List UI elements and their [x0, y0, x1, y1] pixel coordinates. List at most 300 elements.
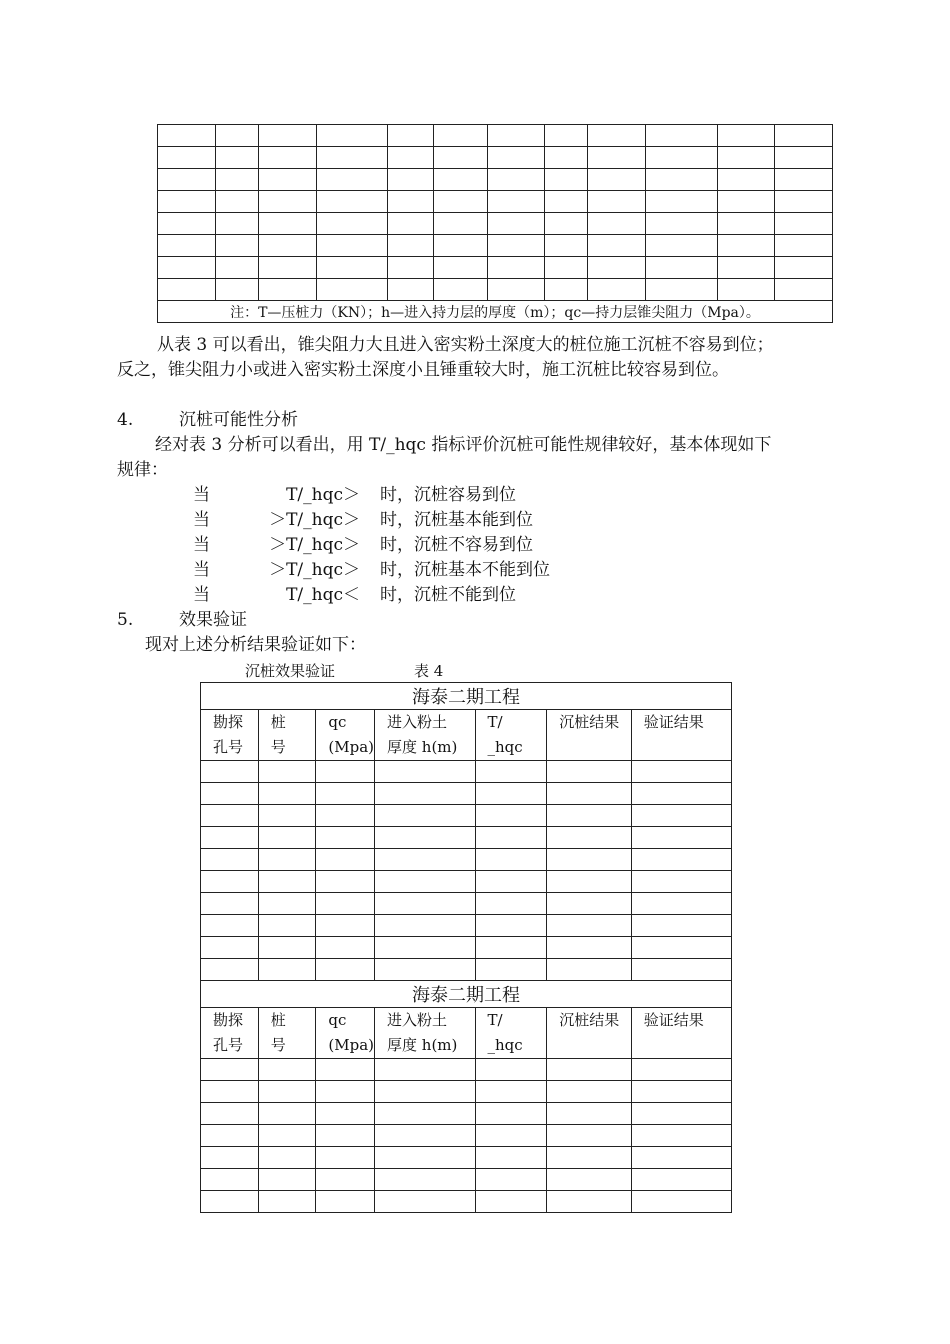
table-cell	[631, 1169, 731, 1191]
table-cell	[475, 1081, 547, 1103]
rule-when: 当	[193, 535, 210, 555]
column-header	[375, 710, 475, 761]
table-cell	[774, 147, 832, 169]
table-row	[201, 893, 732, 915]
table-cell	[588, 125, 646, 147]
table-cell	[201, 1103, 259, 1125]
project-title: 海泰二期工程	[201, 981, 732, 1008]
table-cell	[258, 1081, 316, 1103]
table-cell	[375, 849, 475, 871]
table-cell	[488, 279, 545, 301]
table-cell	[631, 959, 731, 981]
header-line: 沉桩结果	[559, 1011, 620, 1029]
paragraph-line: 现对上述分析结果验证如下：	[145, 635, 366, 655]
table-cell	[375, 937, 475, 959]
table-cell	[387, 147, 433, 169]
table-cell	[547, 937, 631, 959]
table-cell	[631, 893, 731, 915]
table-cell	[433, 235, 488, 257]
table-row	[158, 191, 833, 213]
table-cell	[588, 191, 646, 213]
column-header	[631, 710, 731, 761]
table-cell	[588, 213, 646, 235]
table-cell	[258, 257, 316, 279]
table-cell	[375, 1103, 475, 1125]
table-cell	[258, 937, 316, 959]
header-line: 勘探	[213, 1011, 244, 1029]
column-header	[201, 1008, 259, 1059]
header-line: 沉桩结果	[559, 713, 620, 731]
rule-result: 时，沉桩容易到位	[380, 485, 516, 505]
header-line: 孔号	[213, 1036, 244, 1054]
table-cell	[631, 827, 731, 849]
table-cell	[158, 191, 216, 213]
table-row	[201, 937, 732, 959]
column-header	[316, 710, 375, 761]
table-cell	[316, 761, 375, 783]
table-cell	[433, 257, 488, 279]
table-cell	[718, 125, 775, 147]
table-cell	[774, 279, 832, 301]
table-cell	[646, 169, 718, 191]
table-cell	[547, 893, 631, 915]
table-cell	[475, 1191, 547, 1213]
header-line: qc	[328, 1011, 347, 1029]
table-cell	[258, 147, 316, 169]
table-row	[158, 169, 833, 191]
table-row	[201, 1191, 732, 1213]
column-header	[547, 710, 631, 761]
table-cell	[646, 213, 718, 235]
table-cell	[158, 169, 216, 191]
table-cell	[375, 827, 475, 849]
column-header	[316, 1008, 375, 1059]
table-cell	[258, 191, 316, 213]
table-cell	[545, 169, 588, 191]
table-cell	[201, 893, 259, 915]
column-header	[631, 1008, 731, 1059]
table-cell	[316, 235, 387, 257]
table-cell	[718, 147, 775, 169]
table-cell	[475, 1125, 547, 1147]
table-cell	[475, 915, 547, 937]
table-cell	[488, 257, 545, 279]
table-cell	[433, 147, 488, 169]
table-cell	[631, 783, 731, 805]
table-cell	[631, 1191, 731, 1213]
table-cell	[488, 235, 545, 257]
column-header	[547, 1008, 631, 1059]
table-cell	[433, 279, 488, 301]
header-line: T/	[487, 1011, 503, 1029]
column-header	[475, 710, 547, 761]
table-cell	[718, 191, 775, 213]
header-line: 厚度 h(m)	[387, 738, 458, 756]
table-row	[201, 761, 732, 783]
table-cell	[488, 213, 545, 235]
table-cell	[646, 147, 718, 169]
table-cell	[774, 213, 832, 235]
table-cell	[258, 1125, 316, 1147]
table-cell	[215, 213, 258, 235]
table-cell	[545, 279, 588, 301]
rule-result: 时，沉桩不容易到位	[380, 535, 533, 555]
table-cell	[258, 849, 316, 871]
table-number: 表 4	[414, 662, 444, 680]
table-cell	[646, 235, 718, 257]
header-line: 勘探	[213, 713, 244, 731]
table-cell	[316, 169, 387, 191]
table-cell	[258, 827, 316, 849]
table-cell	[158, 279, 216, 301]
table-cell	[433, 169, 488, 191]
table-row	[201, 871, 732, 893]
table-4	[200, 682, 732, 1213]
table-cell	[488, 147, 545, 169]
table-cell	[316, 959, 375, 981]
table-cell	[375, 1191, 475, 1213]
table-cell	[258, 761, 316, 783]
header-line: (Mpa)	[328, 738, 375, 756]
header-line: _hqc	[487, 738, 523, 756]
table-cell	[588, 169, 646, 191]
rule-condition: ＞T/_hqc＞	[269, 535, 360, 555]
rule-condition: ＞T/_hqc＞	[269, 510, 360, 530]
header-line: qc	[328, 713, 347, 731]
table-cell	[547, 761, 631, 783]
table-cell	[433, 213, 488, 235]
table-cell	[375, 871, 475, 893]
table-row	[158, 147, 833, 169]
table-cell	[631, 915, 731, 937]
table-cell	[258, 213, 316, 235]
header-line: 孔号	[213, 738, 244, 756]
paragraph-line: 规律：	[117, 460, 168, 480]
table-cell	[201, 761, 259, 783]
table-cell	[547, 1147, 631, 1169]
table-note: 注：T—压桩力（KN）；h—进入持力层的厚度（m）；qc—持力层锥尖阻力（Mpa）。	[158, 301, 833, 323]
table-cell	[545, 257, 588, 279]
table-row	[158, 213, 833, 235]
rule-when: 当	[193, 560, 210, 580]
header-line: 号	[270, 738, 286, 756]
table-cell	[258, 1169, 316, 1191]
table-cell	[375, 1169, 475, 1191]
table-cell	[475, 849, 547, 871]
table-note-row	[158, 301, 833, 323]
table-cell	[488, 125, 545, 147]
table-cell	[316, 191, 387, 213]
rule-when: 当	[193, 510, 210, 530]
table-row	[201, 1147, 732, 1169]
table-cell	[631, 1081, 731, 1103]
table-cell	[475, 871, 547, 893]
table-row	[201, 805, 732, 827]
table-cell	[375, 1081, 475, 1103]
table-cell	[258, 279, 316, 301]
table-cell	[547, 915, 631, 937]
table-cell	[201, 1147, 259, 1169]
section-5-title: 效果验证	[179, 610, 247, 630]
header-line: 验证结果	[643, 713, 704, 731]
table-cell	[547, 827, 631, 849]
table-cell	[774, 191, 832, 213]
header-line: 号	[270, 1036, 286, 1054]
table-row	[201, 915, 732, 937]
table-cell	[488, 169, 545, 191]
table-cell	[316, 937, 375, 959]
paragraph-line: 经对表 3 分析可以看出，用 T/_hqc 指标评价沉桩可能性规律较好，基本体现如下	[155, 435, 772, 455]
table-cell	[774, 169, 832, 191]
table-caption: 沉桩效果验证	[245, 662, 336, 680]
table-cell	[646, 257, 718, 279]
table-3	[157, 124, 833, 323]
table-cell	[316, 1103, 375, 1125]
table-cell	[215, 279, 258, 301]
table-cell	[375, 959, 475, 981]
table-cell	[774, 257, 832, 279]
table-cell	[215, 235, 258, 257]
table-cell	[547, 1169, 631, 1191]
table-cell	[258, 169, 316, 191]
table-cell	[158, 235, 216, 257]
table-cell	[475, 893, 547, 915]
table-title-row	[201, 981, 732, 1008]
table-cell	[258, 805, 316, 827]
table-cell	[631, 871, 731, 893]
table-cell	[433, 125, 488, 147]
table-cell	[158, 257, 216, 279]
table-cell	[375, 783, 475, 805]
table-cell	[631, 761, 731, 783]
table-cell	[547, 783, 631, 805]
rule-when: 当	[193, 485, 210, 505]
table-header-row	[201, 710, 732, 761]
table-cell	[201, 1081, 259, 1103]
header-line: 进入粉土	[387, 1011, 448, 1029]
table-cell	[545, 235, 588, 257]
table-cell	[475, 959, 547, 981]
header-line: _hqc	[487, 1036, 523, 1054]
table-cell	[201, 849, 259, 871]
table-cell	[201, 827, 259, 849]
table-cell	[215, 147, 258, 169]
header-line: 桩	[270, 1011, 286, 1029]
column-header	[201, 710, 259, 761]
table-header-row	[201, 1008, 732, 1059]
table-cell	[316, 1169, 375, 1191]
table-cell	[201, 915, 259, 937]
table-cell	[475, 1169, 547, 1191]
table-cell	[201, 1059, 259, 1081]
table-cell	[316, 279, 387, 301]
table-cell	[475, 783, 547, 805]
table-cell	[201, 1125, 259, 1147]
table-cell	[215, 125, 258, 147]
table-cell	[774, 125, 832, 147]
table-cell	[545, 191, 588, 213]
table-cell	[387, 257, 433, 279]
table-cell	[588, 257, 646, 279]
table-cell	[631, 937, 731, 959]
table-cell	[475, 1059, 547, 1081]
table-row	[201, 1103, 732, 1125]
table-cell	[545, 125, 588, 147]
table-cell	[475, 1147, 547, 1169]
table-cell	[387, 235, 433, 257]
table-cell	[316, 1191, 375, 1213]
table-row	[201, 959, 732, 981]
section-5-number: 5.	[117, 610, 134, 630]
table-cell	[258, 783, 316, 805]
table-cell	[258, 1059, 316, 1081]
table-cell	[387, 279, 433, 301]
rule-condition: T/_hqc＞	[286, 485, 360, 505]
rule-result: 时，沉桩基本不能到位	[380, 560, 550, 580]
table-cell	[375, 1147, 475, 1169]
table-cell	[631, 1147, 731, 1169]
table-cell	[375, 805, 475, 827]
table-cell	[201, 959, 259, 981]
table-cell	[646, 191, 718, 213]
rule-condition: T/_hqc＜	[286, 585, 360, 605]
table-cell	[258, 1103, 316, 1125]
table-title-row	[201, 683, 732, 710]
table-row	[201, 849, 732, 871]
header-line: T/	[487, 713, 503, 731]
column-header	[475, 1008, 547, 1059]
table-row	[201, 1169, 732, 1191]
table-cell	[631, 849, 731, 871]
table-row	[158, 235, 833, 257]
table-cell	[258, 893, 316, 915]
table-cell	[475, 761, 547, 783]
table-cell	[258, 959, 316, 981]
project-title: 海泰二期工程	[201, 683, 732, 710]
table-cell	[215, 257, 258, 279]
table-cell	[433, 191, 488, 213]
table-cell	[215, 169, 258, 191]
table-cell	[158, 147, 216, 169]
table-cell	[375, 761, 475, 783]
table-cell	[718, 235, 775, 257]
table-cell	[631, 1103, 731, 1125]
table-cell	[718, 169, 775, 191]
table-cell	[547, 805, 631, 827]
table-row	[201, 1081, 732, 1103]
table-cell	[545, 213, 588, 235]
column-header	[375, 1008, 475, 1059]
table-cell	[316, 1059, 375, 1081]
table-cell	[475, 827, 547, 849]
paragraph-line: 反之，锥尖阻力小或进入密实粉土深度小且锤重较大时，施工沉桩比较容易到位。	[117, 360, 729, 380]
table-cell	[588, 235, 646, 257]
table-cell	[547, 849, 631, 871]
table-cell	[316, 915, 375, 937]
table-row	[201, 1125, 732, 1147]
table-cell	[646, 279, 718, 301]
table-cell	[201, 1191, 259, 1213]
table-cell	[475, 1103, 547, 1125]
table-cell	[258, 235, 316, 257]
table-cell	[547, 1191, 631, 1213]
table-cell	[316, 1081, 375, 1103]
section-4-title: 沉桩可能性分析	[179, 410, 298, 430]
table-row	[158, 279, 833, 301]
rule-result: 时，沉桩不能到位	[380, 585, 516, 605]
table-cell	[201, 871, 259, 893]
table-cell	[774, 235, 832, 257]
rule-condition: ＞T/_hqc＞	[269, 560, 360, 580]
table-cell	[316, 827, 375, 849]
table-cell	[158, 125, 216, 147]
header-line: 验证结果	[643, 1011, 704, 1029]
table-row	[201, 1059, 732, 1081]
table-cell	[316, 1147, 375, 1169]
table-cell	[316, 147, 387, 169]
table-cell	[201, 937, 259, 959]
table-cell	[316, 1125, 375, 1147]
rule-result: 时，沉桩基本能到位	[380, 510, 533, 530]
table-cell	[375, 1059, 475, 1081]
table-cell	[258, 1147, 316, 1169]
table-cell	[375, 1125, 475, 1147]
table-cell	[588, 279, 646, 301]
table-cell	[316, 783, 375, 805]
table-cell	[387, 191, 433, 213]
table-row	[201, 783, 732, 805]
table-cell	[258, 1191, 316, 1213]
table-cell	[387, 169, 433, 191]
table-cell	[375, 915, 475, 937]
paragraph-line: 从表 3 可以看出，锥尖阻力大且进入密实粉土深度大的桩位施工沉桩不容易到位；	[157, 335, 774, 355]
table-cell	[718, 279, 775, 301]
table-cell	[547, 871, 631, 893]
table-cell	[258, 915, 316, 937]
table-cell	[387, 213, 433, 235]
table-cell	[718, 257, 775, 279]
table-cell	[316, 849, 375, 871]
table-cell	[631, 1059, 731, 1081]
table-cell	[258, 871, 316, 893]
column-header	[258, 710, 316, 761]
header-line: (Mpa)	[328, 1036, 375, 1054]
table-cell	[158, 213, 216, 235]
header-line: 厚度 h(m)	[387, 1036, 458, 1054]
table-cell	[316, 257, 387, 279]
table-cell	[316, 213, 387, 235]
table-cell	[375, 893, 475, 915]
table-cell	[646, 125, 718, 147]
rule-when: 当	[193, 585, 210, 605]
table-cell	[316, 805, 375, 827]
table-cell	[258, 125, 316, 147]
table-cell	[588, 147, 646, 169]
section-4-number: 4.	[117, 410, 134, 430]
table-cell	[488, 191, 545, 213]
table-row	[201, 827, 732, 849]
table-cell	[316, 125, 387, 147]
column-header	[258, 1008, 316, 1059]
table-cell	[718, 213, 775, 235]
table-cell	[547, 1081, 631, 1103]
table-cell	[547, 1059, 631, 1081]
table-cell	[316, 893, 375, 915]
table-cell	[316, 871, 375, 893]
table-cell	[387, 125, 433, 147]
table-cell	[631, 805, 731, 827]
header-line: 桩	[270, 713, 286, 731]
